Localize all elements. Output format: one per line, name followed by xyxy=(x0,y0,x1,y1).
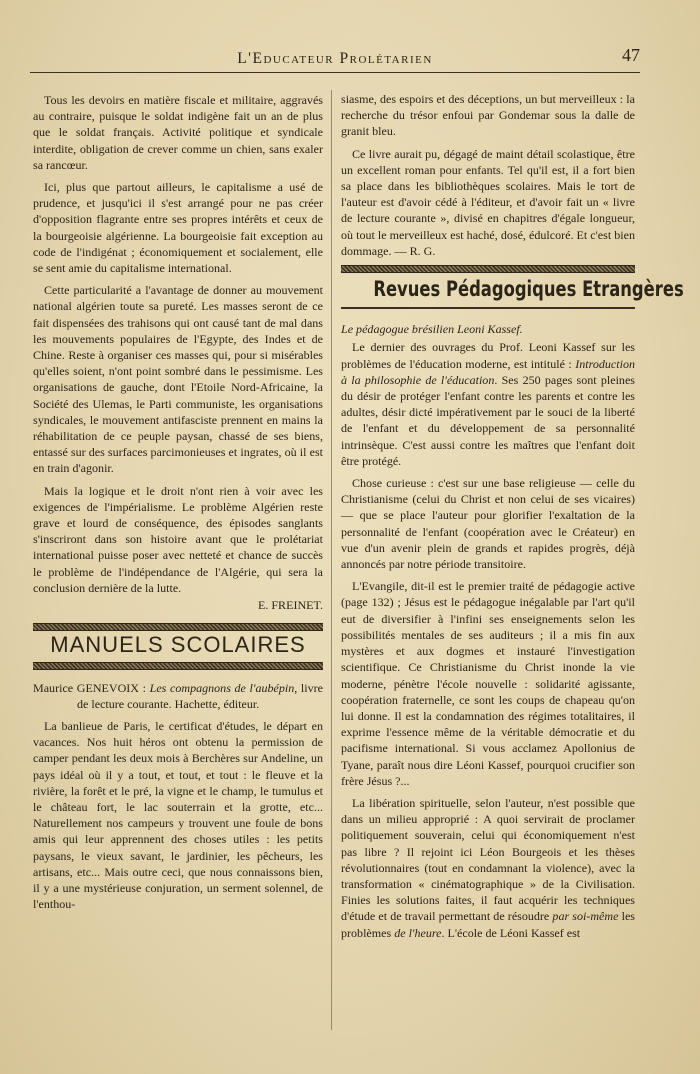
page-header xyxy=(30,44,640,73)
journal-title: L'Educateur Prolétarien xyxy=(237,50,433,67)
paragraph xyxy=(341,795,635,941)
book-author: Maurice GENEVOIX : xyxy=(33,680,150,695)
section-title-revues: Revues Pédagogiques Etrangères xyxy=(373,277,684,302)
section-divider xyxy=(341,265,635,273)
page-number: 47 xyxy=(622,45,640,65)
paragraph: Chose curieuse : c'est sur une base religieuse — celle du Christianisme (celui du Christ et non celui de ses vicaires) — que se place l'auteur pour glorifier l'exaltation de la personnalité de l'enfant (coopération avec le Créateur) en vue d'un avenir plein de grands et rapides progrès, déjà annoncés par notre période transitoire. xyxy=(341,476,635,572)
section-title-manuels: MANUELS SCOLAIRES xyxy=(50,632,306,658)
text-run: les problèmes xyxy=(341,909,635,940)
paragraph xyxy=(341,339,635,469)
book-title: Les compagnons de l'aubépin xyxy=(149,680,295,695)
paragraph: Ici, plus que partout ailleurs, le capitalisme a usé de prudence, et jusqu'ici il s'est arrangé pour ne pas créer d'opposition flagrante entre ses propres intérêts et ceux de la bourgeoisie algérienne. La bourgeoisie fait exception au code de l'indigénat ; économiquement et socialement, elle se sent amie du capitalisme international. xyxy=(33,180,323,276)
text-run: . L'école de Léoni Kassef est xyxy=(441,925,581,940)
paragraph: Mais la logique et le droit n'ont rien à voir avec les exigences de l'impérialisme. Le problème Algérien reste grave et lourd de conséquence, des épisodes sanglants s'inscriront dans son histoire avant que le prolétariat international puisse poser avec netteté et chance de succès le problème de l'indépendance de l'Algérie, qui sera la conclusion dernière de la lutte. xyxy=(33,483,323,595)
column-divider xyxy=(331,90,332,1030)
text-run: Le dernier des ouvrages du Prof. Leoni Kassef sur les problèmes de l'éducation moderne, est intitulé : xyxy=(341,340,635,371)
text-run: La libération spirituelle, selon l'auteur, n'est possible que dans un milieu approprié : A quoi servirait de proclamer politiquement souverain, celui qui économiquement n'est pas libre ? Il rejoint ici Léon Bourgeois et les thèses révolutionnaires (tout en condamnant la violence), avec la transformation « cinématographique » de la Civilisation. Finies les solutions faites, il faut acquérir les techniques d'étude et de travail permettant de résoudre xyxy=(341,795,635,924)
paragraph: Tous les devoirs en matière fiscale et militaire, aggravés au contraire, puisque le soldat indigène fait un an de plus que le soldat français. Activité politique et syndicale interdite, obligation de crever comme un chien, sans exaler sa rancœur. xyxy=(33,93,323,172)
paragraph: Ce livre aurait pu, dégagé de maint détail scolastique, être un excellent roman pour enfants. Tel qu'il est, il a fort bien sa place dans les bibliothèques scolaires. Mais le tort de l'auteur est d'avoir cédé à l'éditeur, et d'avoir fait un « livre de lecture courante », divisé en chapitres d'égale longueur, où tout le merveilleux est haché, dosé, édulcoré. Et c'est bien dommage. — R. G. xyxy=(341,146,635,258)
section-divider xyxy=(341,307,635,309)
book-reference xyxy=(33,680,323,712)
section-divider xyxy=(33,623,323,631)
paragraph: La banlieue de Paris, le certificat d'études, le départ en vacances. Nos huit héros ont obtenu la permission de camper pendant les deux mois à Berchères sur Andeline, un pays idéal où il y a tout, et tout, et tout : le fleuve et la rivière, la forêt et le pré, la vigne et le champ, le tumulus et le château fort, le lac souterrain et la grotte, etc... Naturellement nos campeurs y trouvent une foule de bons amis qui leur apprennent des choses utiles : les petits paysans, le vieux savant, le jardinier, les pêcheurs, les artisans, etc... Mais outre ceci, que nous connaissons bien, il y a une mystérieuse conjuration, un serment solennel, de l'enthou- xyxy=(33,718,323,912)
section-divider xyxy=(33,662,323,670)
signature: E. FREINET. xyxy=(257,598,323,613)
text-run: . Ses 250 pages sont pleines du désir de protéger l'enfant contre les parents et contre les adultes, désir dicté impérativement par le souci de la liberté de l'enfant et du développement de sa personnalité intrinsèque. C'est aussi contre les maîtres que l'enfant doit être protégé. xyxy=(341,372,635,468)
book-details: , livre de lecture courante. Hachette, éditeur. xyxy=(77,680,324,711)
paragraph: L'Evangile, dit-il est le premier traité de pédagogie active (page 132) ; Jésus est le pédagogue inégalable par l'art qu'il eut de diversifier à l'infini ses enseignements selon les possibilités mentales de ses auditeurs ; il a mis fin aux mystères et aux dogmes et instauré l'investigation scientifique. Ce Christianisme du Christ inonde la vie moderne, pénètre l'école nouvelle : solidarité agissante, coopération fraternelle, ce sont les coups de chapeau qu'on lui donne. Il est la condamnation des régimes totalitaires, il exprime l'essence même de la véritable démocratie et du pacifisme international. Si vous acclamez Apollonius de Tyane, paraît nous dire Léoni Kassef, pourquoi crucifier son frère Jésus ?... xyxy=(341,579,635,788)
right-column xyxy=(341,91,684,947)
paragraph: siasme, des espoirs et des déceptions, un but merveilleux : la recherche du trésor enfoui par Gondemar sous la dalle de granit bleu. xyxy=(341,92,635,139)
book-title: Introduction à la philosophie de l'éducation xyxy=(341,356,635,387)
paragraph: Cette particularité a l'avantage de donner au mouvement national algérien toute sa pureté. Les masses seront de ce fait dispensées des trahisons qui ont causé tant de mal dans les mouvements populaires de l'Egypte, des Indes et de Chine. Reste à organiser ces masses qui, pour si misérables qu'elles soient, n'ont point sombré dans le pessimisme. Les organisations de gauche, dont l'Etoile Nord-Africaine, la Société des Ulemas, le Parti communiste, les organisations syndicales, le mouvement antifasciste prennent en mains la réhabilitation de ce peuple paysan, chassé de ses biens, entassé sur des surfaces parcimonieuses et ingrates, où il est en train d'agonir. xyxy=(33,283,323,476)
emphasis: de l'heure xyxy=(394,925,442,940)
emphasis: par soi-même xyxy=(552,909,619,924)
article-subhead: Le pédagogue brésilien Leoni Kassef. xyxy=(341,322,523,337)
left-column xyxy=(33,92,323,918)
